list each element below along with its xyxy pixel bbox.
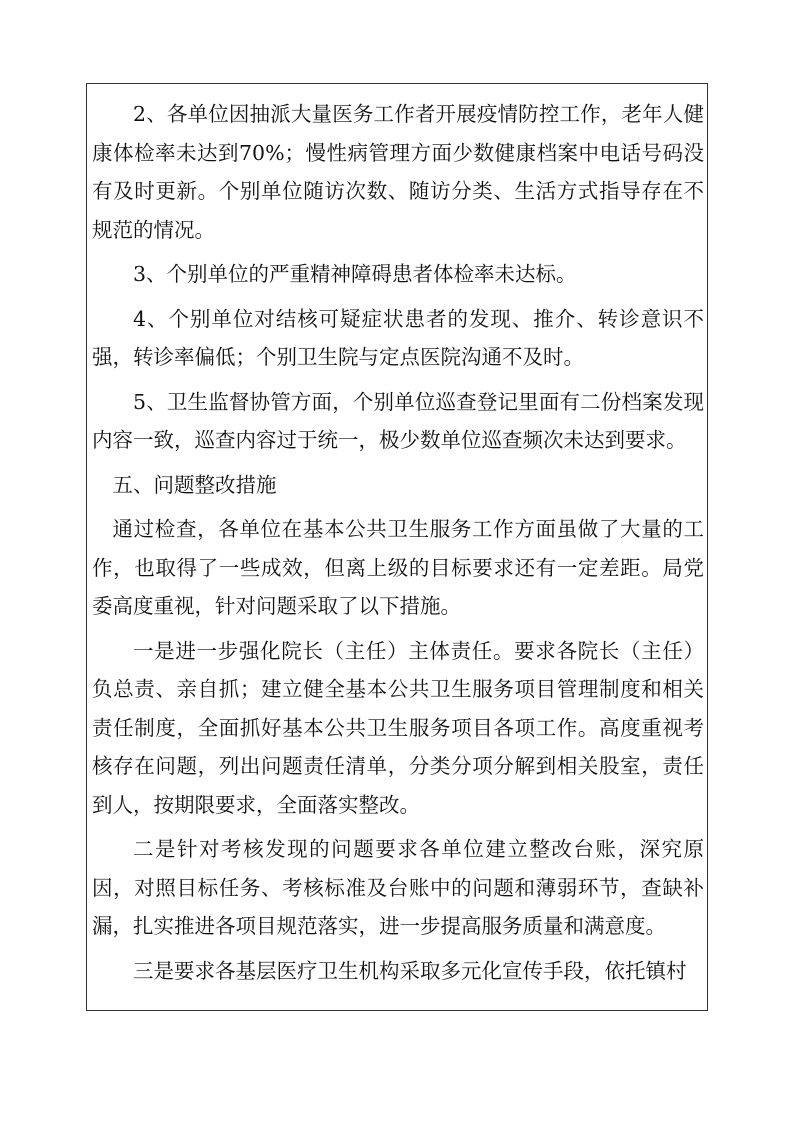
problem-item-3: 3、个别单位的严重精神障碍患者体检率未达标。	[133, 262, 577, 286]
document-body	[92, 95, 704, 990]
problem-item-5: 5、卫生监督协管方面，个别单位巡查登记里面有二份档案发现内容一致，巡查内容过于统一，极少数单位巡查频次未达到要求。	[92, 389, 704, 452]
measure-3: 三是要求各基层医疗卫生机构采取多元化宣传手段，依托镇村	[133, 958, 687, 983]
problem-item-4: 4、个别单位对结核可疑症状患者的发现、推介、转诊意识不强，转诊率偏低；个别卫生院与定点医院沟通不及时。	[92, 306, 704, 369]
measure-2: 二是针对考核发现的问题要求各单位建立整改台账，深究原因，对照目标任务、考核标准及台账中的问题和薄弱环节，查缺补漏，扎实推进各项目规范落实，进一步提高服务质量和满意度。	[92, 837, 704, 938]
measures-intro: 通过检查，各单位在基本公共卫生服务工作方面虽做了大量的工作，也取得了一些成效，但离上级的目标要求还有一定差距。局党委高度重视，针对问题采取了以下措施。	[92, 517, 704, 618]
section-heading: 五、问题整改措施	[112, 472, 277, 497]
measure-1: 一是进一步强化院长（主任）主体责任。要求各院长（主任）负总责、亲自抓；建立健全基本公共卫生服务项目管理制度和相关责任制度，全面抓好基本公共卫生服务项目各项工作。高度重视考核存在问题，列出问题责任清单，分类分项分解到相关股室，责任到人，按期限要求，全面落实整改。	[92, 638, 704, 817]
problem-item-2: 2、各单位因抽派大量医务工作者开展疫情防控工作，老年人健康体检率未达到70%；慢性病管理方面少数健康档案中电话号码没有及时更新。个别单位随访次数、随访分类、生活方式指导存在不规范的情况。	[92, 102, 704, 242]
